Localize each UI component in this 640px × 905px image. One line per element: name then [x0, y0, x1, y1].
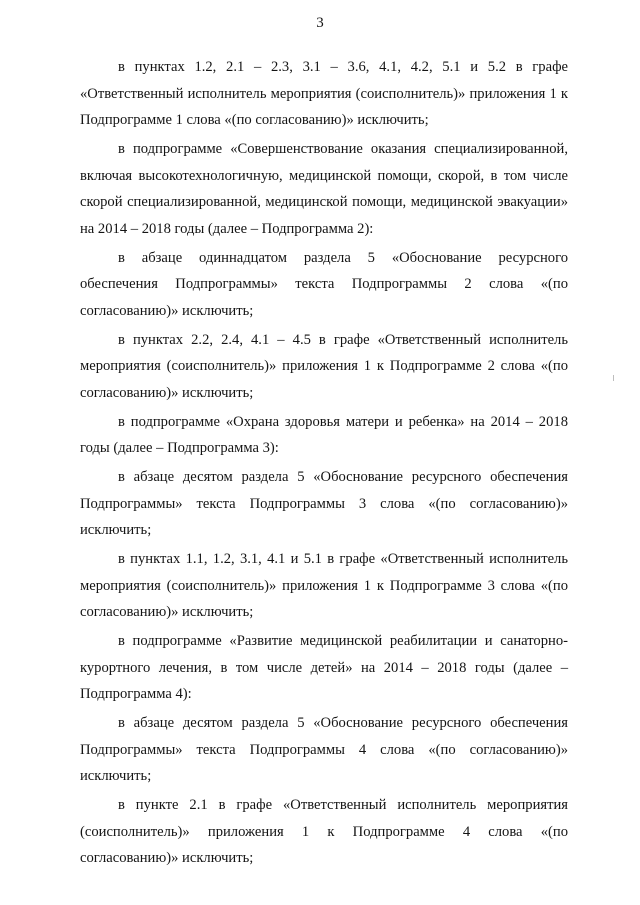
paragraph-4: в пунктах 2.2, 2.4, 4.1 – 4.5 в графе «Ответственный исполнитель мероприятия (соисполнитель)» приложения 1 к Подпрограмме 2 слова «(по согласованию)» исключить; — [80, 331, 568, 401]
scan-mark — [613, 375, 614, 381]
page-number: 3 — [316, 15, 324, 31]
paragraph-10: в пункте 2.1 в графе «Ответственный исполнитель мероприятия (соисполнитель)» приложения 1 к Подпрограмме 4 слова «(по согласованию)» исключить; — [80, 797, 568, 866]
paragraph-9: в абзаце десятом раздела 5 «Обоснование ресурсного обеспечения Подпрограммы» текста Подпрограммы 4 слова «(по согласованию)» исключить; — [80, 715, 568, 784]
paragraph-1: в пунктах 1.2, 2.1 – 2.3, 3.1 – 3.6, 4.1, 4.2, 5.1 и 5.2 в графе «Ответственный исполнитель мероприятия (соисполнитель)» приложения 1 к Подпрограмме 1 слова «(по согласованию)» исключить; — [80, 59, 568, 128]
paragraph-8: в подпрограмме «Развитие медицинской реабилитации и санаторно-курортного лечения, в том числе детей» на 2014 – 2018 годы (далее – Подпрограмма 4): — [80, 633, 568, 702]
paragraph-5: в подпрограмме «Охрана здоровья матери и ребенка» на 2014 – 2018 годы (далее – Подпрограмма 3): — [80, 413, 568, 456]
document-body — [80, 54, 568, 874]
paragraph-7: в пунктах 1.1, 1.2, 3.1, 4.1 и 5.1 в графе «Ответственный исполнитель мероприятия (соисполнитель)» приложения 1 к Подпрограмме 3 слова «(по согласованию)» исключить; — [80, 551, 568, 620]
paragraph-3: в абзаце одиннадцатом раздела 5 «Обоснование ресурсного обеспечения Подпрограммы» текста Подпрограммы 2 слова «(по согласованию)» исключить; — [80, 249, 568, 319]
paragraph-2: в подпрограмме «Совершенствование оказания специализированной, включая высокотехнологичную, медицинской помощи, скорой, в том числе скорой специализированной, медицинской помощи, медицинской эвакуации» на 2014 – 2018 годы (далее – Подпрограмма 2): — [80, 141, 568, 237]
paragraph-6: в абзаце десятом раздела 5 «Обоснование ресурсного обеспечения Подпрограммы» текста Подпрограммы 3 слова «(по согласованию)» исключить; — [80, 469, 568, 538]
